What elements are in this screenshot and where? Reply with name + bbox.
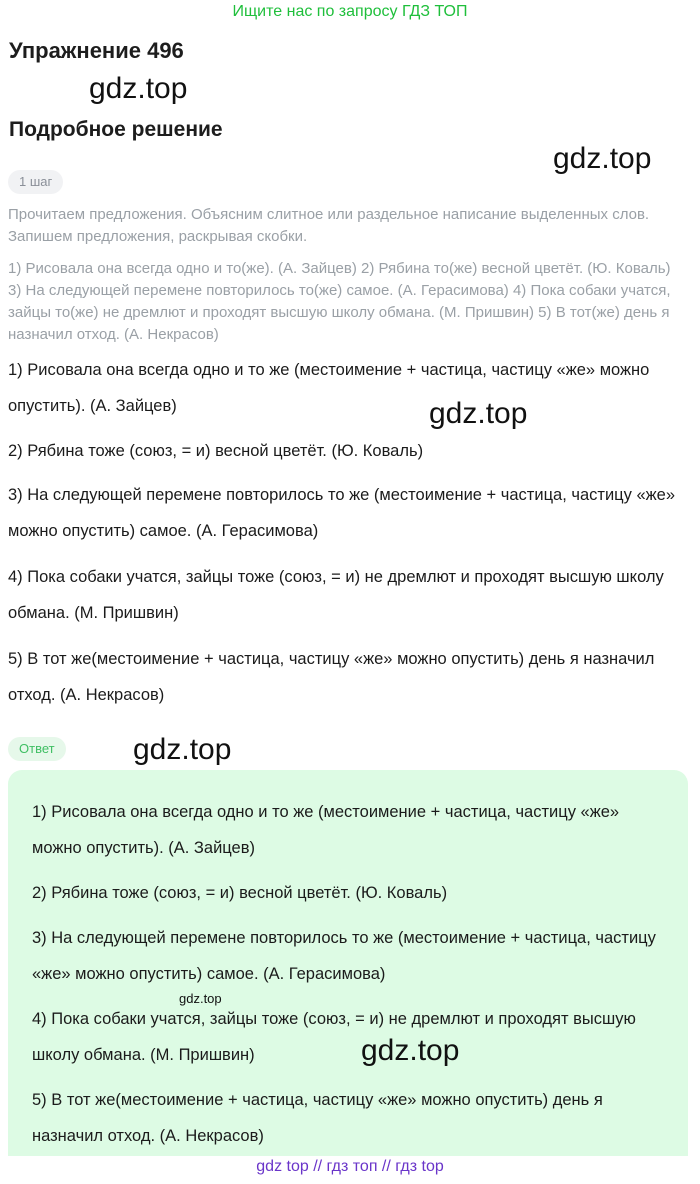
footer-links[interactable]: gdz top // гдз топ // гдз top bbox=[256, 1158, 444, 1175]
answer-item: 2) Рябина тоже (союз, = и) весной цветёт. (Ю. Коваль) bbox=[32, 884, 448, 902]
exercise-title: Упражнение 496 bbox=[9, 38, 184, 63]
solution-item: 2) Рябина тоже (союз, = и) весной цветёт. (Ю. Коваль) bbox=[8, 442, 424, 460]
search-banner[interactable]: Ищите нас по запросу ГДЗ ТОП bbox=[232, 3, 468, 20]
solution-item: 1) Рисовала она всегда одно и то же (местоимение + частица, частицу «же» можно опустить). (А. Зайцев) bbox=[8, 361, 650, 415]
solution-item: 5) В тот же(местоимение + частица, частицу «же» можно опустить) день я назначил отход. (А. Некрасов) bbox=[8, 650, 655, 704]
answer-item: 3) На следующей перемене повторилось то же (местоимение + частица, частицу «же» можно опустить) самое. (А. Герасимова) bbox=[32, 929, 656, 983]
watermark: gdz.top bbox=[179, 991, 222, 1006]
solution-item: 3) На следующей перемене повторилось то же (местоимение + частица, частицу «же» можно опустить) самое. (А. Герасимова) bbox=[8, 486, 676, 540]
answer-item: 1) Рисовала она всегда одно и то же (местоимение + частица, частицу «же» можно опустить). (А. Зайцев) bbox=[32, 803, 620, 857]
answer-badge: Ответ bbox=[8, 737, 66, 761]
solution-item: 4) Пока собаки учатся, зайцы тоже (союз, = и) не дремлют и проходят высшую школу обмана. (М. Пришвин) bbox=[8, 568, 664, 622]
watermark: gdz.top bbox=[553, 142, 652, 175]
answer-item: 5) В тот же(местоимение + частица, частицу «же» можно опустить) день я назначил отход. (А. Некрасов) bbox=[32, 1091, 603, 1145]
watermark: gdz.top bbox=[361, 1034, 460, 1067]
step-badge: 1 шаг bbox=[8, 170, 63, 194]
intro-text: Прочитаем предложения. Объясним слитное или раздельное написание выделенных слов. Запишем предложения, раскрывая скобки. bbox=[8, 206, 650, 245]
solution-title: Подробное решение bbox=[9, 118, 223, 141]
watermark: gdz.top bbox=[133, 733, 232, 766]
watermark: gdz.top bbox=[89, 72, 188, 105]
original-sentences: 1) Рисовала она всегда одно и то(же). (А. Зайцев) 2) Рябина то(же) весной цветёт. (Ю. Коваль) 3) На следующей перемене повторилось то(же) самое. (А. Герасимова) 4) Пока собаки учатся, зайцы то(же) не дремлют и проходят высшую школу обмана. (М. Пришвин) 5) В тот(же) день я назначил отход. (А. Некрасов) bbox=[8, 260, 671, 343]
answer-item: 4) Пока собаки учатся, зайцы тоже (союз, = и) не дремлют и проходят высшую школу обмана. (М. Пришвин) bbox=[32, 1010, 636, 1064]
watermark: gdz.top bbox=[429, 397, 528, 430]
